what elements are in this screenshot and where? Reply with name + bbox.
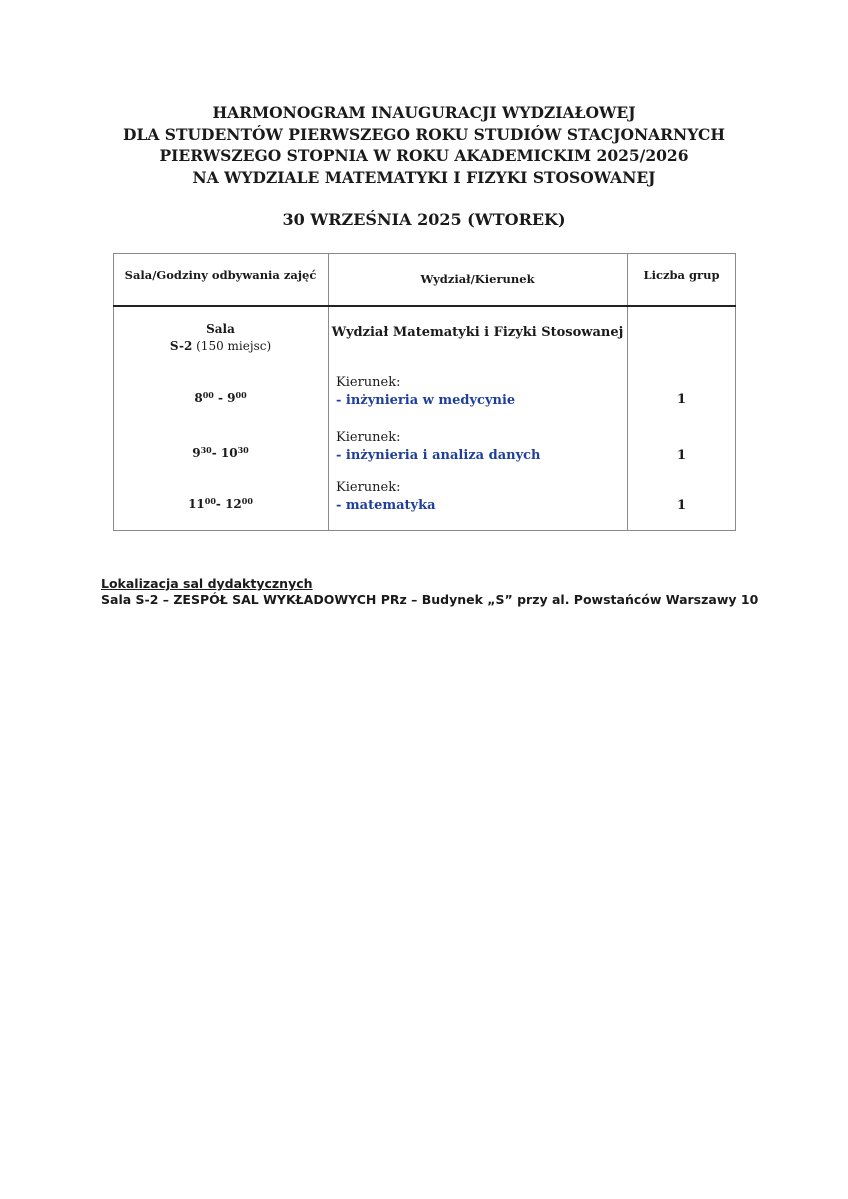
header-line-4: NA WYDZIALE MATEMATYKI I FIZYKI STOSOWANEJ: [192, 167, 656, 187]
room-capacity: (150 miejsc): [196, 339, 272, 353]
time-slot: $9^{30}-$ $10^{30}$: [192, 445, 249, 460]
room-info: [113, 321, 328, 355]
program-entry: [336, 479, 436, 515]
column-header-room: Sala/Godziny odbywania zajęć: [124, 268, 317, 282]
program-label: Kierunek:: [336, 375, 401, 390]
group-count: 1: [676, 498, 687, 513]
program-name: - inżynieria i analiza danych: [336, 448, 541, 463]
header-line-1: HARMONOGRAM INAUGURACJI WYDZIAŁOWEJ: [212, 103, 636, 122]
program-label: Kierunek:: [336, 430, 401, 445]
document-header: [0, 102, 848, 188]
program-label: Kierunek:: [336, 480, 401, 495]
header-line-2: DLA STUDENTÓW PIERWSZEGO ROKU STUDIÓW STACJONARNYCH: [123, 124, 725, 144]
event-date: 30 WRZEŚNIA 2025 (WTOREK): [282, 210, 566, 229]
group-count: 1: [676, 448, 687, 463]
program-entry: [336, 374, 515, 410]
program-name: - matematyka: [336, 498, 436, 513]
column-divider: [328, 253, 329, 531]
column-header-groups: Liczba grup: [643, 268, 720, 282]
faculty-name: Wydział Matematyki i Fizyki Stosowanej: [331, 325, 624, 340]
location-title: Lokalizacja sal dydaktycznych: [101, 576, 313, 591]
group-count: 1: [676, 392, 687, 407]
time-slot: $8^{00} - 9^{00}$: [194, 390, 247, 405]
header-line-3: PIERWSZEGO STOPNIA W ROKU AKADEMICKIM 2025/2026: [159, 146, 689, 165]
column-header-faculty: Wydział/Kierunek: [420, 272, 535, 286]
location-section: [101, 576, 758, 608]
location-text: Sala S-2 – ZESPÓŁ SAL WYKŁADOWYCH PRz – Budynek „S” przy al. Powstańców Warszawy 10: [101, 592, 759, 607]
schedule-table: [113, 253, 736, 531]
time-slot: $11^{00}-$ $12^{00}$: [188, 496, 253, 511]
program-name: - inżynieria w medycynie: [336, 393, 516, 408]
program-entry: [336, 429, 541, 465]
header-divider: [113, 305, 736, 307]
room-label: Sala: [206, 322, 235, 336]
room-name: S-2: [169, 339, 193, 353]
room-line: [113, 338, 328, 355]
